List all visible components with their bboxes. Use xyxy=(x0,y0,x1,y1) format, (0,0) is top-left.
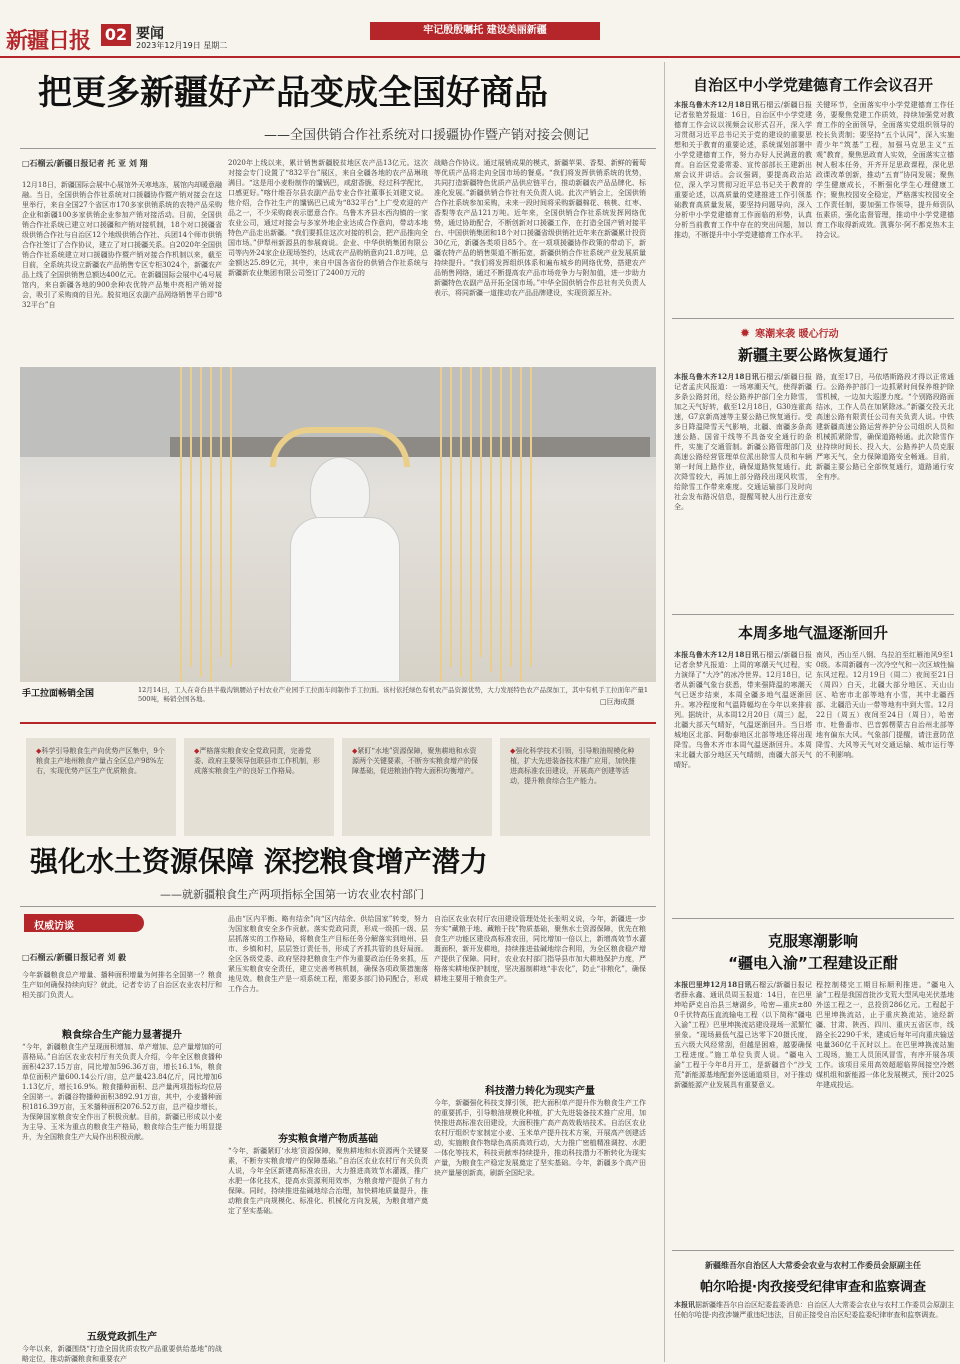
right2-headline: 新疆主要公路恢复通行 xyxy=(737,346,888,364)
issue-date: 2023年12月19日 星期二 xyxy=(136,41,228,50)
lead-divider xyxy=(20,148,656,149)
key-point-box xyxy=(342,738,492,836)
column-separator xyxy=(664,62,665,1362)
noodle-strand xyxy=(460,367,462,677)
noodle-strand xyxy=(200,367,202,677)
second-headline: 强化水土资源保障 深挖粮食增产潜力 xyxy=(30,845,488,878)
right4-column-1 xyxy=(674,980,812,1246)
noodle-strand xyxy=(210,367,212,682)
right5-headline-2: 帕尔哈提·肉孜接受纪律审查和监察调查 xyxy=(700,1280,926,1295)
article-text: 石榴云/新疆日报记者孟庆风报道：一场寒潮天气，使得新疆多条公路封闭，经公路养护部门全力除雪，加之天气好转，截至12月18日，G30连霍高速，G7京新高速等主要公路已恢复通行。受多日降温降雪天气影响，北疆、南疆多条高速公路、国省干线等不具备安全通行的条件，实施了交通管制。新疆公路管理部门及高速公路经营管理单位派出除雪人员和车辆第一时间上路作业，确保道路恢复通行。此次降雪较大，再加上部分路段出现风吹雪，给除雪工作带来难度。交通运输部门及时向社会发布路况信息，提醒驾驶人出行注意安全。 xyxy=(674,373,812,511)
key-point-box xyxy=(26,738,176,836)
noodle-strand xyxy=(190,367,192,667)
second-section-heading: 粮食综合生产能力显著提升 xyxy=(62,1030,182,1041)
noodle-strand xyxy=(220,367,222,657)
dateline: 本报乌鲁木齐12月18日讯 xyxy=(674,100,760,109)
right3-headline: 本周多地气温逐渐回升 xyxy=(737,624,888,642)
noodle-strand xyxy=(500,367,502,682)
noodle-strand xyxy=(480,367,482,657)
lead-byline: □石榴云/新疆日报记者 托 亚 刘 翔 xyxy=(22,159,148,168)
bullet-icon: ◆ xyxy=(194,747,200,755)
second-intro: 今年新疆粮食总产增量、播种面积增量为何排名全国第一？粮食生产如何确保持续向好？就此，记者专访了自治区农业农村厅和相关部门负责人。 xyxy=(22,971,222,999)
right4-column-2: 程控制楼完工期目标顺利推进。“疆电入渝”工程是我国首批沙戈荒大型风电光伏基地外送工程之一，总投资286亿元。工程起于巴里坤换流站，止于重庆换流站，途经新疆、甘肃、陕西、四川、重庆五省区市，线路全长2290千米，建成后每年可向重庆输送电量360亿千瓦时以上。在巴里坤换流站施工现场，施工人员顶风冒雪，有序开展各项工作。该项目采用高效超超临界间接空冷燃煤机组和新能源一体化发展模式，预计2025年建成投运。 xyxy=(816,981,954,1089)
right-divider xyxy=(672,318,954,319)
noodle-strand xyxy=(510,367,512,667)
banner-text: 寒潮来袭 暖心行动 xyxy=(755,329,839,340)
second-column-1: “今年，新疆粮食生产呈现面积增加、单产增加、总产量增加的可喜格局。”自治区农业农村厅有关负责人介绍，今年全区粮食播种面积4237.15万亩，同比增加596.36万亩，增长16.1%，粮食单位面积产量600.14公斤/亩，总产量423.84亿斤，同比增加61.13亿斤，增长16.9%。粮食播种面积、总产量两项指标均位居全国第一。新疆谷物播种面积3892.91万亩，其中，小麦播种面积1816.39万亩，玉米播种面积2076.52万亩，总产稳步增长，为保障国家粮食安全作出了积极贡献。目前，新疆已形成以小麦为主导、玉米为重点的粮食生产格局，粮食综合生产能力明显提升，为全国粮食生产大局作出积极贡献。 xyxy=(22,1043,222,1141)
worker-body xyxy=(290,517,400,682)
right1-headline: 自治区中小学党建德育工作会议召开 xyxy=(692,76,933,94)
right-divider xyxy=(672,1250,954,1251)
noodle-strand xyxy=(450,367,452,667)
lead-column-2: 2020年上线以来，累计销售新疆脱贫地区农产品13亿元。这次对接会专门设置了“832平台”展区，来自全疆各地的农产品琳琅满目。“这是用小麦粉制作的馕锅巴，咸甜香脆，经过科学配比，口感更好。”喀什维吾尔县农副产品专业合作社董事长刘建文说。他介绍，合作社生产的馕锅巴已成为“832平台”上广受欢迎的产品之一，不少采购商表示愿意合作。乌鲁木齐县水西沟镇的一家农业公司，通过对接会与多家外地企业达成合作意向，带动本地特色产品走出新疆。“我们要抓住这次对接的机会，把产品推向全国市场。”伊犁州新源县的参展商说。企业、中华供销集团有限公司等内外24家企业现场签约，达成农产品购销意向21.8万吨，总金额达25.89亿元，其中，来自中国各省份的供销合作社系统与新疆新农业集团有限公司签订了2400万元的 xyxy=(228,159,428,277)
noodle-strand xyxy=(470,367,472,682)
dateline: 本报巴里坤12月18日讯 xyxy=(674,980,752,989)
article-text: 石榴云/新疆日报记者余梦凡报道：上周的寒潮天气过程，实力演绎了“大冷”的冰冷世界。12月18日，记者从新疆气象台获悉，带来强降温的寒潮天气已逐步结束，本周全疆多地气温逐渐回升。寒冷程度和气温降幅均在今年以来排前列。据统计，从本周12月20日（周三）起，北疆大部天气晴好，气温逐渐回升。当日塔城地区北部、阿勒泰地区北部等地还将出现降雪。乌鲁木齐市本周气温逐渐回升。本周末北疆大部分地区天气晴朗，南疆大部天气晴好。 xyxy=(674,651,812,769)
second-section-heading: 夯实粮食增产物质基础 xyxy=(278,1134,378,1145)
second-column-2a: 品由“区内平衡、略有结余”向“区内结余、供给国家”转变，努力为国家粮食安全多作贡献。落实党政同责，形成一级抓一级、层层抓落实的工作格局，将粮食生产目标任务分解落实到地州、县市、乡镇和村，层层签订责任书，形成了齐抓共管的良好局面。全区各级党委、政府坚持把粮食生产作为重要政治任务来抓，压紧压实粮食安全责任，建立完善考核机制，确保各项政策措施落地见效。粮食生产是一项系统工程，需要多部门协同配合，形成工作合力。 xyxy=(228,915,428,993)
second-column-3a: 自治区农业农村厅农田建设管理处处长张明义说，今年，新疆进一步夯实“藏粮于地、藏粮于技”物质基础，聚焦水土资源保障，优先在粮食生产功能区建设高标准农田，同比增加一倍以上，新增高效节水灌溉面积，新开发耕地，持续推进盐碱地综合利用，为全区粮食稳产增产提供了保障。同时，农业农村部门指导县市加大耕地保护力度，严格落实耕地保护制度，坚决遏制耕地“非农化”，防止“非粮化”，确保耕地主要用于粮食生产。 xyxy=(434,915,646,983)
bullet-icon: ◆ xyxy=(352,747,358,755)
noodle-strand xyxy=(440,367,442,682)
second-column-2b: “今年，新疆紧盯‘水地’资源保障，聚焦耕地和水资源两个关键要素，不断夯实粮食增产的保障基础。”自治区农业农村厅有关负责人说，今年全区新建高标准农田，大力推进高效节水灌溉，推广水肥一体化技术，提高水资源利用效率，为粮食增产提供了有力保障。同时，持续推进盐碱地综合治理，加快耕地质量提升，推动粮食生产向规模化、标准化、机械化方向发展，为粮食增产奠定了坚实基础。 xyxy=(228,1147,428,1215)
right3-column-2: 南风，西山至八钢、乌拉泊至红雁池风9至10级。本周新疆有一次冷空气和一次区域性偏东风过程。12月19日（周二）夜间至21日（周四）白天，北疆大部分地区、天山山区、哈密市北部等地有小雪，其中北疆西部、北疆沿天山一带等地有中到大雪。12月22日（周五）夜间至24日（周日），哈密市、吐鲁番市、巴音郭楞蒙古自治州北部等地有偏东大风。气象部门提醒，请注意防范降雪、大风等天气对交通运输、城市运行等的不利影响。 xyxy=(816,651,954,759)
second-section-heading: 科技潜力转化为现实产量 xyxy=(485,1086,595,1097)
key-point-text: 科学引导粮食生产向优势产区集中，9个粮食主产地州粮食产量占全区总产98%左右，实现优势产区生产优质粮食。 xyxy=(36,747,165,775)
drying-rack-bar xyxy=(170,437,650,457)
right4-headline-1: 克服寒潮影响 xyxy=(767,932,858,950)
noodle-strand xyxy=(520,367,522,682)
noodle-strand xyxy=(230,367,232,667)
section-rule xyxy=(20,722,656,724)
lead-column-1: 12月18日，新疆国际会展中心展馆外天寒地冻，展馆内却暖意融融。当日，全国供销合作社系统对口援疆协作暨产销对接会在这里举行，来自全国27个省区市170多家供销系统的农特产品采购企业和新疆100多家供销企业参加产销对接活动。目前，全国供销合作社系统已建立对口援疆和产销对接机制，18个对口援疆省级供销合作社与自治区12个地级供销合作社、兵团14个师市供销合作社签订了合作协议，建立了对口援疆关系。自2020年全国供销合作社系统建立对口援疆协作暨产销对接合作机制以来，截至目前，全系统共设立新疆农产品销售专区专柜3024个，新疆农产品上线了全国供销售总额达400亿元。在新疆国际会展中心4号展馆内，来自新疆各地的900余种农优特产品集中亮相产销对接会，吸引了采购商的目光。脱贫地区农副产品网络销售平台即“832平台”自 xyxy=(22,181,222,309)
photo-caption: 12月14日，工人在奇台县半截沟镇腰站子村农业产业园手工拉面车间制作手工拉面。该村依托绿色有机农产品资源优势，大力发展特色农产品深加工，其中有机手工拉面年产量1500吨，畅销全国各地。 xyxy=(138,686,648,703)
page-number: 02 xyxy=(101,24,131,46)
article-text: 石榴云/新疆日报记者薛永鑫、通讯员周玉报道：14日，在巴里坤哈萨克自治县三塘湖乡，哈密—重庆±800千伏特高压直流输电工程（以下简称“疆电入渝”工程）巴里坤换流站建设现场一派繁忙景象。“现场最低气温已达零下20摄氏度，五六级大风经常刮，但越是困难，越要确保工程进度。”施工单位负责人说。“疆电入渝”工程于今年8月开工，是新疆首个“沙戈荒”新能源基地配套外送通道项目，对于推动新疆能源产业发展具有重要意义。 xyxy=(674,981,812,1089)
right4-headline-2: “疆电入渝”工程建设正酣 xyxy=(728,954,898,972)
noodle-strand xyxy=(180,367,182,682)
right-divider xyxy=(672,614,954,615)
dateline: 本报乌鲁木齐12月18日讯 xyxy=(674,372,760,381)
key-point-text: 紧盯“水地”资源保障，聚焦耕地和水资源两个关键要素，不断夯实粮食增产的保障基础，促进粮油作物大面积均衡增产。 xyxy=(352,747,478,775)
article-text: 据新疆维吾尔自治区纪委监委消息：自治区人大常委会农业与农村工作委员会原副主任帕尔哈提·肉孜涉嫌严重违纪违法，目前正接受自治区纪委监委纪律审查和监察调查。 xyxy=(674,1301,954,1319)
noodle-workshop-photo xyxy=(20,367,656,682)
right5-body xyxy=(674,1300,954,1360)
right3-column-1 xyxy=(674,650,812,910)
photo-label: 手工拉面畅销全国 xyxy=(22,689,95,699)
interview-tag-label: 权威访谈 xyxy=(34,921,74,932)
key-point-text: 强化科学技术引领，引导粮油规模化种植，扩大先进装备技术推广应用，加快推进高标准农田建设，开展高产创建等活动，提升粮食综合生产能力。 xyxy=(510,747,636,785)
masthead-rule xyxy=(0,56,960,58)
noodle-strand xyxy=(490,367,492,672)
key-point-box xyxy=(500,738,650,836)
lead-headline: 把更多新疆好产品变成全国好商品 xyxy=(38,73,548,113)
lead-subhead: ——全国供销合作社系统对口援疆协作暨产销对接会侧记 xyxy=(264,128,590,143)
second-byline: □石榴云/新疆日报记者 刘 毅 xyxy=(22,953,127,962)
slogan-banner: 牢记殷殷嘱托 建设美丽新疆 xyxy=(370,22,600,40)
newspaper-logo: 新疆日报 xyxy=(6,28,91,54)
key-point-text: 严格落实粮食安全党政同责，完善党委、政府主要领导包联县市工作机制，形成落实粮食生产的良好工作格局。 xyxy=(194,747,320,775)
bullet-icon: ◆ xyxy=(36,747,42,755)
article-text: 石榴云/新疆日报记者张艳芳报道：16日，自治区中小学党建德育工作会议以视频会议形式召开，深入学习贯彻习近平总书记关于党的建设的重要思想和关于教育的重要论述，系统谋划部署中小学党建德育工作，努力办好人民满意的教育。自治区党委常委、宣传部部长王建新出席会议并讲话。会议强调，要提高政治站位，深入学习贯彻习近平总书记关于教育的重要论述，以高质量的党建推进工作引领基础教育高质量发展，要坚持问题导向，深入分析中小学党建德育工作面临的形势，认真分析当前教育工作中存在的突出问题，加以推动，不断提升中小学党建德育工作水平。 xyxy=(674,101,812,239)
dateline: 本报乌鲁木齐12月18日讯 xyxy=(674,650,760,659)
cold-wave-banner xyxy=(740,322,839,338)
key-point-box xyxy=(184,738,334,836)
bullet-icon: ◆ xyxy=(510,747,516,755)
right1-column-1 xyxy=(674,100,812,306)
right1-column-2: 关键环节，全面落实中小学党建德育工作任务，要聚焦党建工作质效，持续加强党对教育工作的全面领导，全面落实党组织领导的校长负责制；要坚持“五个认同”，深入实施青少年“筑基”工程，加强马克思主义“五观”教育，聚焦思政育人实效，全面落实立德树人根本任务，开齐开足思政课程，深化思政课改革创新，推动“五育”协同发展；聚焦学生健康成长，不断强化学生心理健康工作；聚焦校园安全稳定，严格落实校园安全工作责任制，要加强工作领导，提升师资队伍素质，强化监督管理，推动中小学党建德育工作取得新成效。凯赛尔·阿不都克热木主持会议。 xyxy=(816,101,954,239)
second-section-heading: 五级党政抓生产 xyxy=(87,1332,157,1343)
second-column-3b: 今年，新疆强化科技支撑引领，把大面积单产提升作为粮食生产工作的重要抓手，引导粮油规模化种植，扩大先进装备技术推广应用，加快推进高标准农田建设，大面积推广高产高效栽培技术。自治区农业农村厅组织专家制定小麦、玉米单产提升技术方案，开展高产创建活动，实施粮食作物绿色高质高效行动，大力推广密植精准调控、水肥一体化等技术，科技贡献率持续提升，推动科技潜力不断转化为现实产量，为粮食生产稳定发展奠定了坚实基础。今年，新疆多个高产田块产量屡创新高，刷新全国纪录。 xyxy=(434,1099,646,1177)
banner-icon: ✹ xyxy=(740,326,751,340)
photo-credit: □巨海成摄 xyxy=(600,698,635,706)
noodle-strand xyxy=(530,367,532,667)
interview-tag xyxy=(24,914,144,932)
masthead xyxy=(0,0,960,58)
right2-column-2: 路，直至17日，马依塔斯路段才得以正常通行。公路养护部门一边抓紧时间保养维护除雪机械，一边加大巡逻力度。“个别路段路面结冰，工作人员在加紧除冰。”新疆交投天北高速公路有限责任公司有关负责人说。中铁建新疆高速公路运营养护分公司组织人员和机械抓紧除雪，确保道路畅通。此次除雪作业持续时间长、投入大，公路养护人员克服严寒天气，全力保障道路安全畅通。目前，新疆主要公路已全部恢复通行，道路通行安全有序。 xyxy=(816,373,954,481)
second-divider xyxy=(20,906,656,907)
lead-column-3: 战略合作协议。通过展销成果的模式，新疆苹果、香梨、新鲜的葡萄等优质产品将走向全国市场的餐桌。“我们将发挥供销系统的优势，共同打造新疆特色优质产品供应链平台，推动新疆农产品品牌化、标准化发展。”新疆供销合作社有关负责人说。此次产销会上，全国供销合作社系统参加采购，未来一段时间将采购新疆棉花、核桃、红枣、香梨等农产品121万吨。近年来，全国供销合作社系统发挥网络优势，通过协助配合，不断创新对口援疆工作，在打造全国产销对接平台、中国供销集团和18个对口援疆省级供销社近年来在新疆累计投资30亿元，新疆各类项目85个。在一项项援疆协作政策的带动下，新疆农特产品的销售渠道不断拓宽，新疆供销合作社系统产业发展质量持续提升。“我们将发挥组织体系和遍布城乡的网络优势，搭建农产品销售网络，通过不断提高农产品市场竞争力与附加值，进一步助力新疆特色农副产品开拓全国市场。”中华全国供销合作总社有关负责人表示，将同新疆一道推动农产品品牌建设，实现资源互补。 xyxy=(434,159,646,297)
dateline: 本报讯 xyxy=(674,1300,695,1309)
second-column-1-cont: 今年以来，新疆围绕“打造全国优质农牧产品重要供给基地”的战略定位，推动新疆粮食和重要农产 xyxy=(22,1345,222,1363)
right2-column-1 xyxy=(674,372,812,610)
right-divider xyxy=(672,918,954,919)
section-title: 要闻 xyxy=(136,26,164,42)
right5-headline-1: 新疆维吾尔自治区人大常委会农业与农村工作委员会原副主任 xyxy=(705,1261,921,1270)
second-subhead: ——就新疆粮食生产两项指标全国第一访农业农村部门 xyxy=(160,888,424,901)
